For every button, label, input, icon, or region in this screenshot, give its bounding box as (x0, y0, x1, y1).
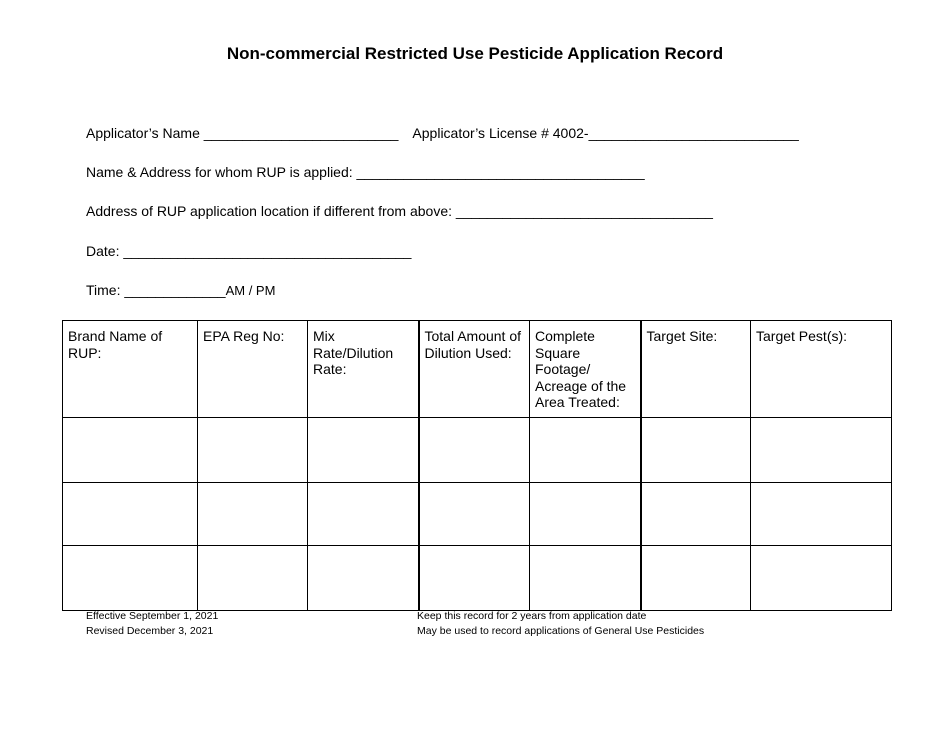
header-mix-rate: Mix Rate/Dilution Rate: (308, 321, 419, 418)
table-cell[interactable] (308, 546, 419, 611)
table-cell[interactable] (63, 418, 198, 483)
time-row (86, 281, 275, 300)
table-cell[interactable] (751, 546, 892, 611)
general-use-note: May be used to record applications of General Use Pesticides (417, 625, 705, 637)
table-header-row (63, 321, 892, 418)
page-title: Non-commercial Restricted Use Pesticide Application Record (226, 44, 724, 63)
table-cell[interactable] (198, 483, 308, 546)
applicator-row (86, 124, 799, 142)
table-cell[interactable] (641, 546, 751, 611)
table-cell[interactable] (63, 546, 198, 611)
header-brand-name: Brand Name of RUP: (63, 321, 198, 418)
header-target-site: Target Site: (641, 321, 751, 418)
table-cell[interactable] (419, 418, 530, 483)
date-field[interactable]: Date: _____________________________________ (86, 243, 412, 259)
table-cell[interactable] (530, 418, 641, 483)
table-cell[interactable] (419, 483, 530, 546)
revised-date: Revised December 3, 2021 (86, 625, 214, 637)
keep-record-note: Keep this record for 2 years from application date (417, 610, 647, 622)
table-cell[interactable] (751, 483, 892, 546)
name-address-field[interactable]: Name & Address for whom RUP is applied: _____________________________________ (86, 164, 645, 180)
table-cell[interactable] (419, 546, 530, 611)
effective-date: Effective September 1, 2021 (86, 610, 219, 622)
header-epa-reg-no: EPA Reg No: (198, 321, 308, 418)
time-ampm-label: AM / PM (225, 283, 276, 298)
time-field[interactable]: Time: _____________ (86, 282, 226, 298)
application-record-table (62, 320, 892, 611)
header-square-footage: Complete Square Footage/ Acreage of the Area Treated: (530, 321, 641, 418)
header-target-pests: Target Pest(s): (751, 321, 892, 418)
footer-notes (417, 609, 704, 639)
table-cell[interactable] (308, 418, 419, 483)
application-address-field[interactable]: Address of RUP application location if different from above: _________________________________ (86, 203, 713, 219)
table-cell[interactable] (641, 418, 751, 483)
table-row (63, 483, 892, 546)
table-cell[interactable] (198, 418, 308, 483)
table-row (63, 546, 892, 611)
footer-dates (86, 609, 218, 639)
table-row (63, 418, 892, 483)
applicator-name-field[interactable]: Applicator’s Name _________________________ (86, 125, 399, 141)
table-cell[interactable] (530, 546, 641, 611)
table-cell[interactable] (308, 483, 419, 546)
table-cell[interactable] (63, 483, 198, 546)
header-total-amount: Total Amount of Dilution Used: (419, 321, 530, 418)
table-cell[interactable] (530, 483, 641, 546)
table-cell[interactable] (751, 418, 892, 483)
applicator-license-field[interactable]: Applicator’s License # 4002-___________________________ (412, 125, 799, 141)
table-cell[interactable] (641, 483, 751, 546)
table-cell[interactable] (198, 546, 308, 611)
